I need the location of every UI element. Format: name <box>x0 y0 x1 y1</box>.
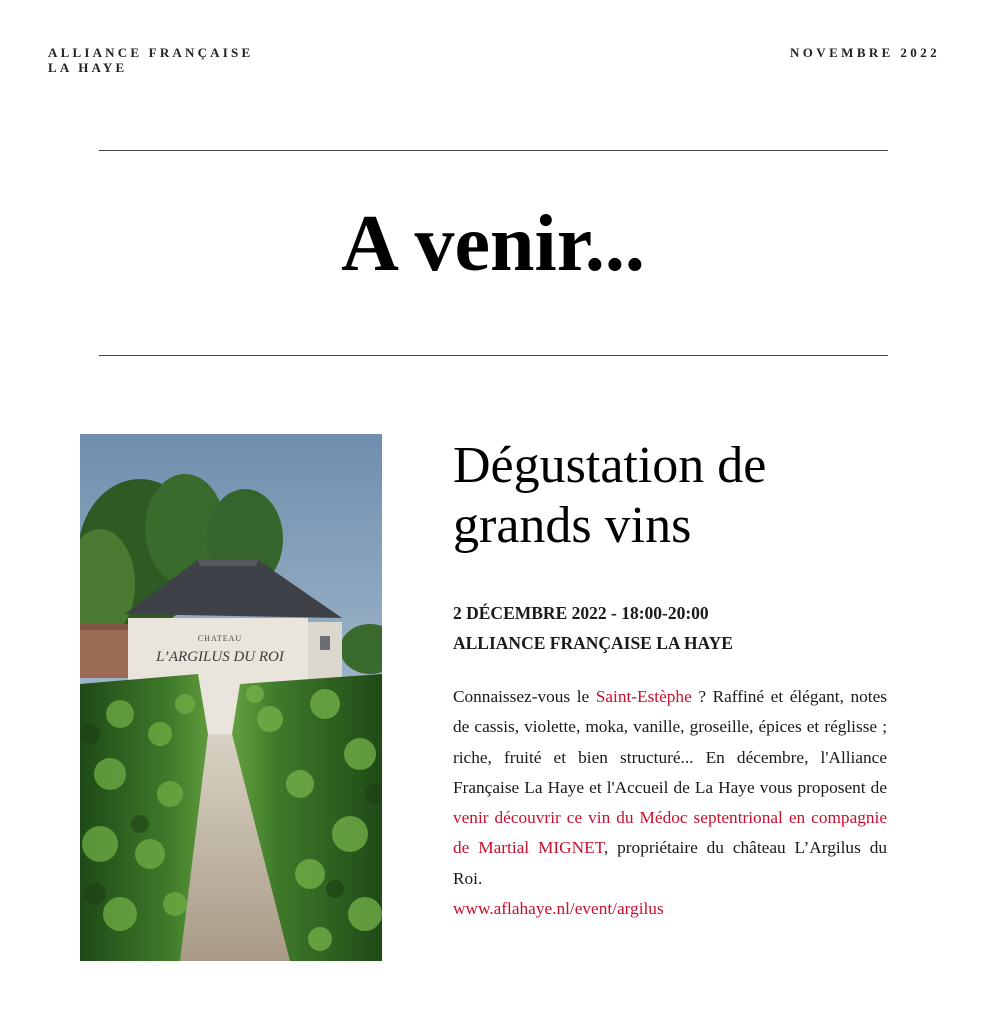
issue-date: NOVEMBRE 2022 <box>789 45 940 60</box>
organization-line-2: LA HAYE <box>48 60 128 75</box>
divider-top <box>99 150 888 151</box>
event-date-time: 2 DÉCEMBRE 2022 - 18:00-20:00 <box>453 603 709 623</box>
organization-line-1: ALLIANCE FRANÇAISE <box>48 45 254 60</box>
event-description <box>453 682 887 924</box>
invitation-highlight: venir découvrir ce vin du Médoc septentrional en compagnie de Martial MIGNET <box>453 808 887 858</box>
saint-estephe-highlight: Saint-Estèphe <box>595 687 692 706</box>
event-location: ALLIANCE FRANÇAISE LA HAYE <box>453 633 733 653</box>
event-title-line-2: grands vins <box>453 497 692 554</box>
event-title <box>453 436 933 556</box>
description-part-1: Connaissez-vous le <box>453 687 596 706</box>
organization-name <box>48 45 253 75</box>
event-link[interactable]: www.aflahaye.nl/event/argilus <box>453 899 664 919</box>
sign-line-2: L’ARGILUS DU ROI <box>156 649 284 665</box>
sign-line-1: CHATEAU <box>197 634 243 643</box>
divider-bottom <box>99 355 888 356</box>
event-title-line-1: Dégustation de <box>453 437 767 494</box>
description-part-3: ? Raffiné et élégant, notes de cassis, violette, moka, vanille, groseille, épices et réglisse ; riche, fruité et bien structuré... En décembre, l'Alliance Française La Haye et l'Accueil de La Haye vous proposent de <box>453 687 887 797</box>
section-title: A venir... <box>341 200 645 288</box>
chateau-photo <box>80 434 382 961</box>
description-part-5: , propriétaire du château L’Argilus du Roi. <box>453 838 887 888</box>
